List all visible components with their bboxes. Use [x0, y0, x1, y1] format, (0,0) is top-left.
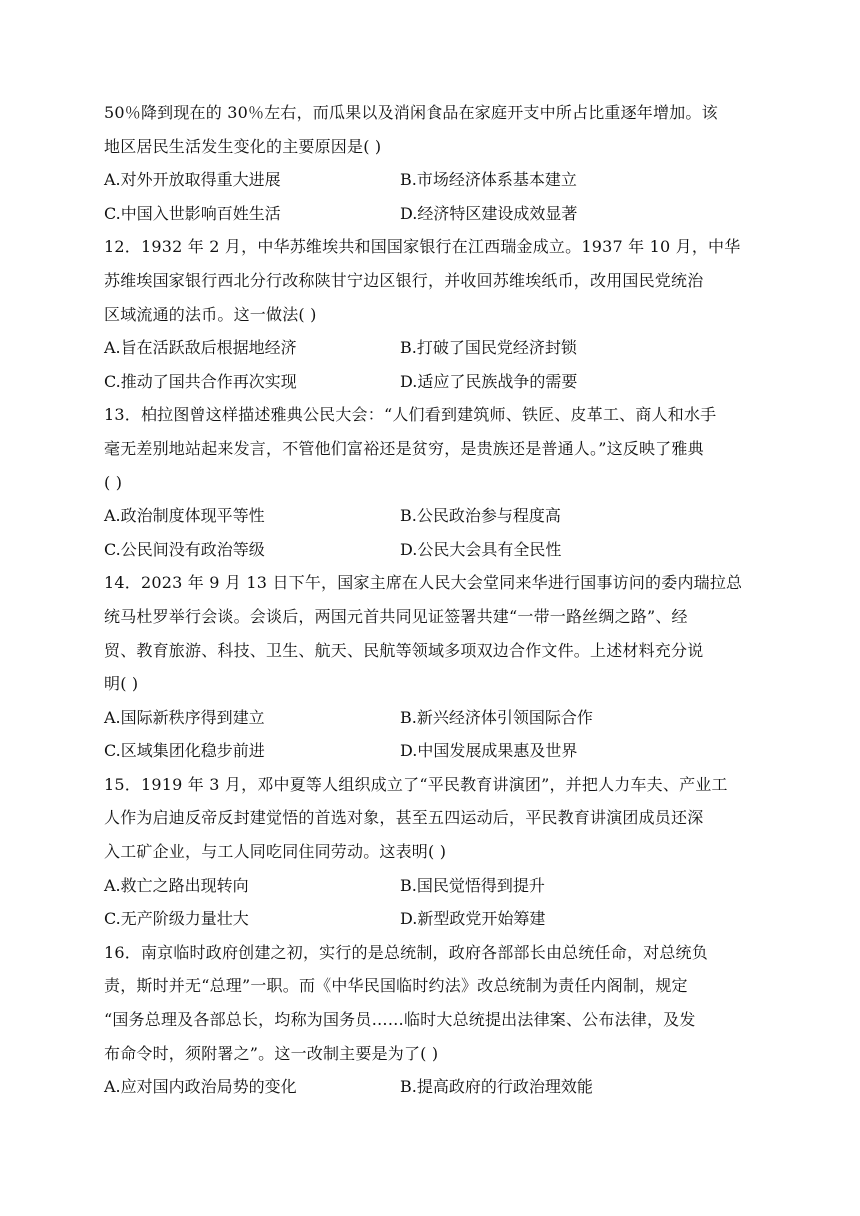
question-11: [104, 96, 764, 230]
option-d: D.中国发展成果惠及世界: [400, 741, 578, 761]
options-row: [104, 902, 764, 936]
exam-page: [104, 96, 764, 1104]
question-text-line: 16．南京临时政府创建之初，实行的是总统制，政府各部部长由总统任命，对总统负: [104, 942, 708, 962]
question-text-line: 统马杜罗举行会谈。会谈后，两国元首共同见证签署共建“一带一路丝绸之路”、经: [104, 606, 688, 626]
options-row: [104, 499, 764, 533]
option-b: B.提高政府的行政治理效能: [400, 1077, 593, 1097]
option-a: A.国际新秩序得到建立: [104, 707, 265, 727]
option-a: A.救亡之路出现转向: [104, 875, 249, 895]
question-15: [104, 768, 764, 936]
options-row: [104, 1070, 764, 1104]
question-text-line: 15．1919 年 3 月，邓中夏等人组织成立了“平民教育讲演团”，并把人力车夫、产业工: [104, 774, 728, 794]
question-text-line: 明( ): [104, 674, 139, 694]
question-text-line: ( ): [104, 472, 123, 492]
question-text-line: 人作为启迪反帝反封建觉悟的首选对象，甚至五四运动后，平民教育讲演团成员还深: [104, 808, 704, 828]
option-a: A.对外开放取得重大进展: [104, 170, 281, 190]
option-b: B.打破了国民党经济封锁: [400, 338, 577, 358]
option-a: A.应对国内政治局势的变化: [104, 1077, 297, 1097]
options-row: [104, 533, 764, 567]
question-text-line: 13．柏拉图曾这样描述雅典公民大会：“人们看到建筑师、铁匠、皮革工、商人和水手: [104, 405, 717, 425]
option-c: C.中国入世影响百姓生活: [104, 203, 281, 223]
option-d: D.新型政党开始筹建: [400, 909, 546, 929]
question-16: [104, 936, 764, 1104]
question-text-line: 入工矿企业，与工人同吃同住同劳动。这表明( ): [104, 842, 447, 862]
options-row: [104, 365, 764, 399]
question-text-line: 地区居民生活发生变化的主要原因是( ): [104, 136, 382, 156]
options-row: [104, 869, 764, 903]
question-12: [104, 230, 764, 398]
question-text-line: 布命令时，须附署之”。这一改制主要是为了( ): [104, 1043, 439, 1063]
option-b: B.市场经济体系基本建立: [400, 170, 577, 190]
options-row: [104, 734, 764, 768]
option-c: C.推动了国共合作再次实现: [104, 371, 297, 391]
question-text-line: 14．2023 年 9 月 13 日下午，国家主席在人民大会堂同来华进行国事访问的委内瑞拉总: [104, 573, 743, 593]
option-b: B.公民政治参与程度高: [400, 506, 561, 526]
option-d: D.公民大会具有全民性: [400, 539, 562, 559]
option-c: C.无产阶级力量壮大: [104, 909, 249, 929]
question-13: [104, 398, 764, 566]
options-row: [104, 163, 764, 197]
option-b: B.国民觉悟得到提升: [400, 875, 545, 895]
question-text-line: 苏维埃国家银行西北分行改称陕甘宁边区银行，并收回苏维埃纸币，改用国民党统治: [104, 270, 704, 290]
options-row: [104, 701, 764, 735]
question-14: [104, 566, 764, 768]
option-a: A.旨在活跃敌后根据地经济: [104, 338, 297, 358]
option-c: C.公民间没有政治等级: [104, 539, 265, 559]
question-text-line: 12．1932 年 2 月，中华苏维埃共和国国家银行在江西瑞金成立。1937 年 10 月，中华: [104, 237, 741, 257]
option-c: C.区域集团化稳步前进: [104, 741, 265, 761]
question-text-line: 责，斯时并无“总理”一职。而《中华民国临时约法》改总统制为责任内阁制，规定: [104, 976, 688, 996]
question-text-line: 贸、教育旅游、科技、卫生、航天、民航等领域多项双边合作文件。上述材料充分说: [104, 640, 704, 660]
question-text-line: 毫无差别地站起来发言，不管他们富裕还是贫穷，是贵族还是普通人。”这反映了雅典: [104, 438, 704, 458]
option-d: D.经济特区建设成效显著: [400, 203, 578, 223]
question-text-line: 50％降到现在的 30％左右，而瓜果以及消闲食品在家庭开支中所占比重逐年增加。该: [104, 103, 718, 122]
question-text-line: “国务总理及各部总长，均称为国务员……临时大总统提出法律案、公布法律，及发: [104, 1010, 696, 1030]
options-row: [104, 197, 764, 231]
option-b: B.新兴经济体引领国际合作: [400, 707, 593, 727]
question-text-line: 区域流通的法币。这一做法( ): [104, 304, 317, 324]
option-a: A.政治制度体现平等性: [104, 506, 265, 526]
option-d: D.适应了民族战争的需要: [400, 371, 578, 391]
options-row: [104, 331, 764, 365]
